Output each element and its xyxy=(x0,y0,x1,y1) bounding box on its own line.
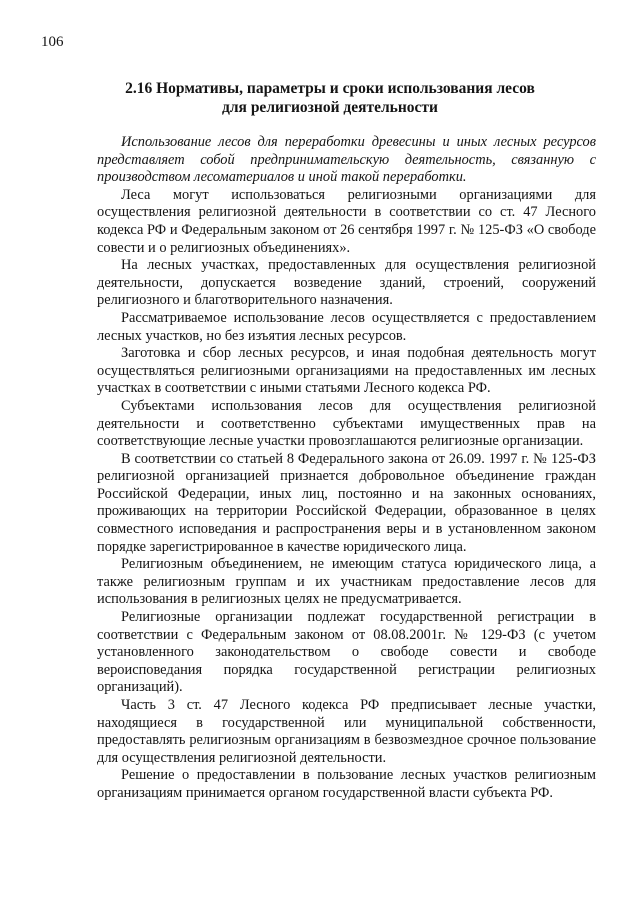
paragraph: В соответствии со статьей 8 Федерального закона от 26.09. 1997 г. № 125-ФЗ религиозной организацией признается добровольное объединение граждан Российской Федерации, иных лиц, постоянно и на законных основаниях, проживающих на территории Российской Федерации, образованное в целях совместного исповедания и распространения веры и в установленном законом порядке зарегистрированное в качестве юридического лица. xyxy=(97,450,596,555)
paragraph: Религиозные организации подлежат государственной регистрации в соответствии с Федеральным законом от 08.08.2001г. № 129-ФЗ (с учетом установленного законодательством о свободе совести и свободе вероисповедания порядка государственной регистрации религиозных организаций). xyxy=(97,609,596,696)
body-text xyxy=(97,134,596,803)
paragraph: Решение о предоставлении в пользование лесных участков религиозным организациям принимается органом государственной власти субъекта РФ. xyxy=(97,767,596,801)
paragraph: Часть 3 ст. 47 Лесного кодекса РФ предписывает лесные участки, находящиеся в государственной или муниципальной собственности, предоставлять религиозным организациям в безвозмездное срочное пользование для осуществления религиозной деятельности. xyxy=(97,697,596,766)
paragraph: Религиозным объединением, не имеющим статуса юридического лица, а также религиозным группам и их участникам предоставление лесов для использования в религиозных целях не предусматривается. xyxy=(97,556,596,608)
paragraph: Рассматриваемое использование лесов осуществляется с предоставлением лесных участков, но без изъятия лесных ресурсов. xyxy=(97,309,596,344)
paragraph-intro: Использование лесов для переработки древесины и иных лесных ресурсов представляет собой предпринимательскую деятельность, связанную с производством лесоматериалов и иной такой переработки. xyxy=(97,134,596,186)
page-number: 106 xyxy=(41,34,64,50)
paragraph: Субъектами использования лесов для осуществления религиозной деятельности и соответственно субъектами имущественных прав на соответствующие лесные участки провозглашаются религиозные организации. xyxy=(97,397,596,450)
paragraph: Леса могут использоваться религиозными организациями для осуществления религиозной деятельности в соответствии со ст. 47 Лесного кодекса РФ и Федеральным законом от 26 сентября 1997 г. № 125-ФЗ «О свободе совести и о религиозных объединениях». xyxy=(97,186,596,256)
paragraph: На лесных участках, предоставленных для осуществления религиозной деятельности, допускается возведение зданий, строений, сооружений религиозного и благотворительного назначения. xyxy=(97,257,596,309)
paragraph: Заготовка и сбор лесных ресурсов, и иная подобная деятельность могут осуществляться религиозными организациями на предоставленных им лесных участках в соответствии с иными статьями Лесного кодекса РФ. xyxy=(97,345,596,397)
section-heading: 2.16 Нормативы, параметры и сроки использования лесов для религиозной деятельности xyxy=(125,80,535,116)
